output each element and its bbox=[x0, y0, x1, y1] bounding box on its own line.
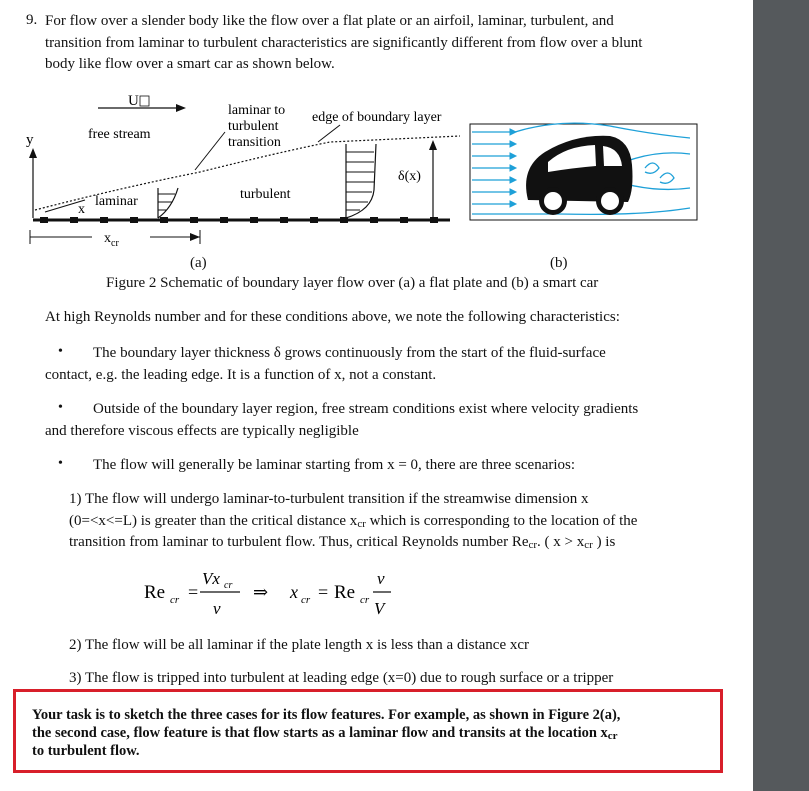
reynolds-formula bbox=[140, 560, 440, 620]
u-infinity-subscript-box bbox=[140, 96, 149, 106]
bullet-dot: • bbox=[58, 344, 63, 359]
transition-pointer bbox=[195, 132, 225, 170]
formula-x: x bbox=[290, 582, 298, 602]
figure-caption: Figure 2 Schematic of boundary layer flow over (a) a flat plate and (b) a smart car bbox=[106, 275, 599, 291]
bullet-1-line-1: The boundary layer thickness δ grows continuously from the start of the fluid-surface bbox=[93, 345, 606, 361]
figure-a-flat-plate bbox=[26, 93, 460, 249]
formula-cr-sub-2: cr bbox=[224, 580, 233, 591]
formula-implies: ⇒ bbox=[253, 582, 269, 602]
formula-V: V bbox=[374, 599, 385, 618]
task-line-3: to turbulent flow. bbox=[32, 743, 140, 759]
formula-vx: Vx bbox=[202, 569, 220, 588]
bullet-2-line-2: and therefore viscous effects are typically negligible bbox=[45, 423, 359, 439]
question-line-1: For flow over a slender body like the flow over a flat plate or an airfoil, laminar, turbulent, and bbox=[45, 13, 614, 29]
delta-label: δ(x) bbox=[398, 169, 421, 184]
task-line-1: Your task is to sketch the three cases for its flow features. For example, as shown in Figure 2(a), bbox=[32, 707, 621, 723]
laminar-label: laminar bbox=[95, 194, 138, 209]
bullet-dot: • bbox=[58, 400, 63, 415]
bullet-2-line-1: Outside of the boundary layer region, free stream conditions exist where velocity gradients bbox=[93, 401, 639, 417]
intro-text: At high Reynolds number and for these conditions above, we note the following characteristics: bbox=[45, 309, 620, 325]
formula-equals-2: = bbox=[318, 582, 329, 602]
scenario-1-line-1: 1) The flow will undergo laminar-to-turbulent transition if the streamwise dimension x bbox=[69, 491, 589, 507]
figure-b-smart-car bbox=[470, 123, 697, 220]
formula-re: Re bbox=[144, 582, 166, 603]
scenario-1-line-3: transition from laminar to turbulent flow. Thus, critical Reynolds number Recr. ( x > xcr ) is bbox=[69, 534, 616, 551]
formula-equals: = bbox=[188, 582, 199, 602]
figure-label-a: (a) bbox=[190, 255, 207, 271]
figure-label-b: (b) bbox=[550, 255, 568, 271]
u-infinity-label: U bbox=[128, 93, 139, 109]
question-number: 9. bbox=[26, 12, 38, 28]
bullet-1-line-2: contact, e.g. the leading edge. It is a function of x, not a constant. bbox=[45, 367, 437, 383]
turbulent-profile bbox=[346, 144, 376, 218]
figure-2 bbox=[0, 90, 753, 250]
transition-label-3: transition bbox=[228, 135, 281, 150]
edge-label: edge of boundary layer bbox=[312, 110, 442, 125]
formula-cr-sub: cr bbox=[170, 594, 180, 606]
scenario-1-line-2: (0=<x<=L) is greater than the critical distance xcr which is corresponding to the location of the bbox=[69, 513, 638, 530]
scenario-2: 2) The flow will be all laminar if the plate length x is less than a distance xcr bbox=[69, 637, 530, 653]
y-label: y bbox=[26, 132, 34, 148]
transition-label-1: laminar to bbox=[228, 103, 286, 118]
bullet-dot: • bbox=[58, 456, 63, 471]
transition-label-2: turbulent bbox=[228, 119, 279, 134]
question-line-3: body like flow over a smart car as shown below. bbox=[45, 56, 335, 72]
formula-cr-sub-4: cr bbox=[360, 594, 370, 606]
free-stream-label: free stream bbox=[88, 127, 151, 142]
formula-nu-2: ν bbox=[377, 569, 385, 588]
formula-cr-sub-3: cr bbox=[301, 594, 311, 606]
laminar-profile bbox=[158, 188, 178, 218]
formula-nu: ν bbox=[213, 599, 221, 618]
turbulent-label: turbulent bbox=[240, 187, 291, 202]
xcr-label: $x_{cr}$ bbox=[104, 231, 119, 249]
edge-pointer bbox=[318, 125, 340, 142]
x-label: x bbox=[78, 202, 85, 217]
formula-re-2: Re bbox=[334, 582, 356, 603]
scenario-3: 3) The flow is tripped into turbulent at leading edge (x=0) due to rough surface or a tripper bbox=[69, 670, 614, 686]
bullet-3-line-1: The flow will generally be laminar starting from x = 0, there are three scenarios: bbox=[93, 457, 576, 473]
task-line-2: the second case, flow feature is that flow starts as a laminar flow and transits at the location xcr bbox=[32, 725, 618, 742]
question-line-2: transition from laminar to turbulent characteristics are significantly different from flow over a blunt bbox=[45, 35, 643, 51]
scrollbar-track[interactable] bbox=[753, 0, 809, 791]
y-axis-arrow bbox=[29, 148, 37, 158]
